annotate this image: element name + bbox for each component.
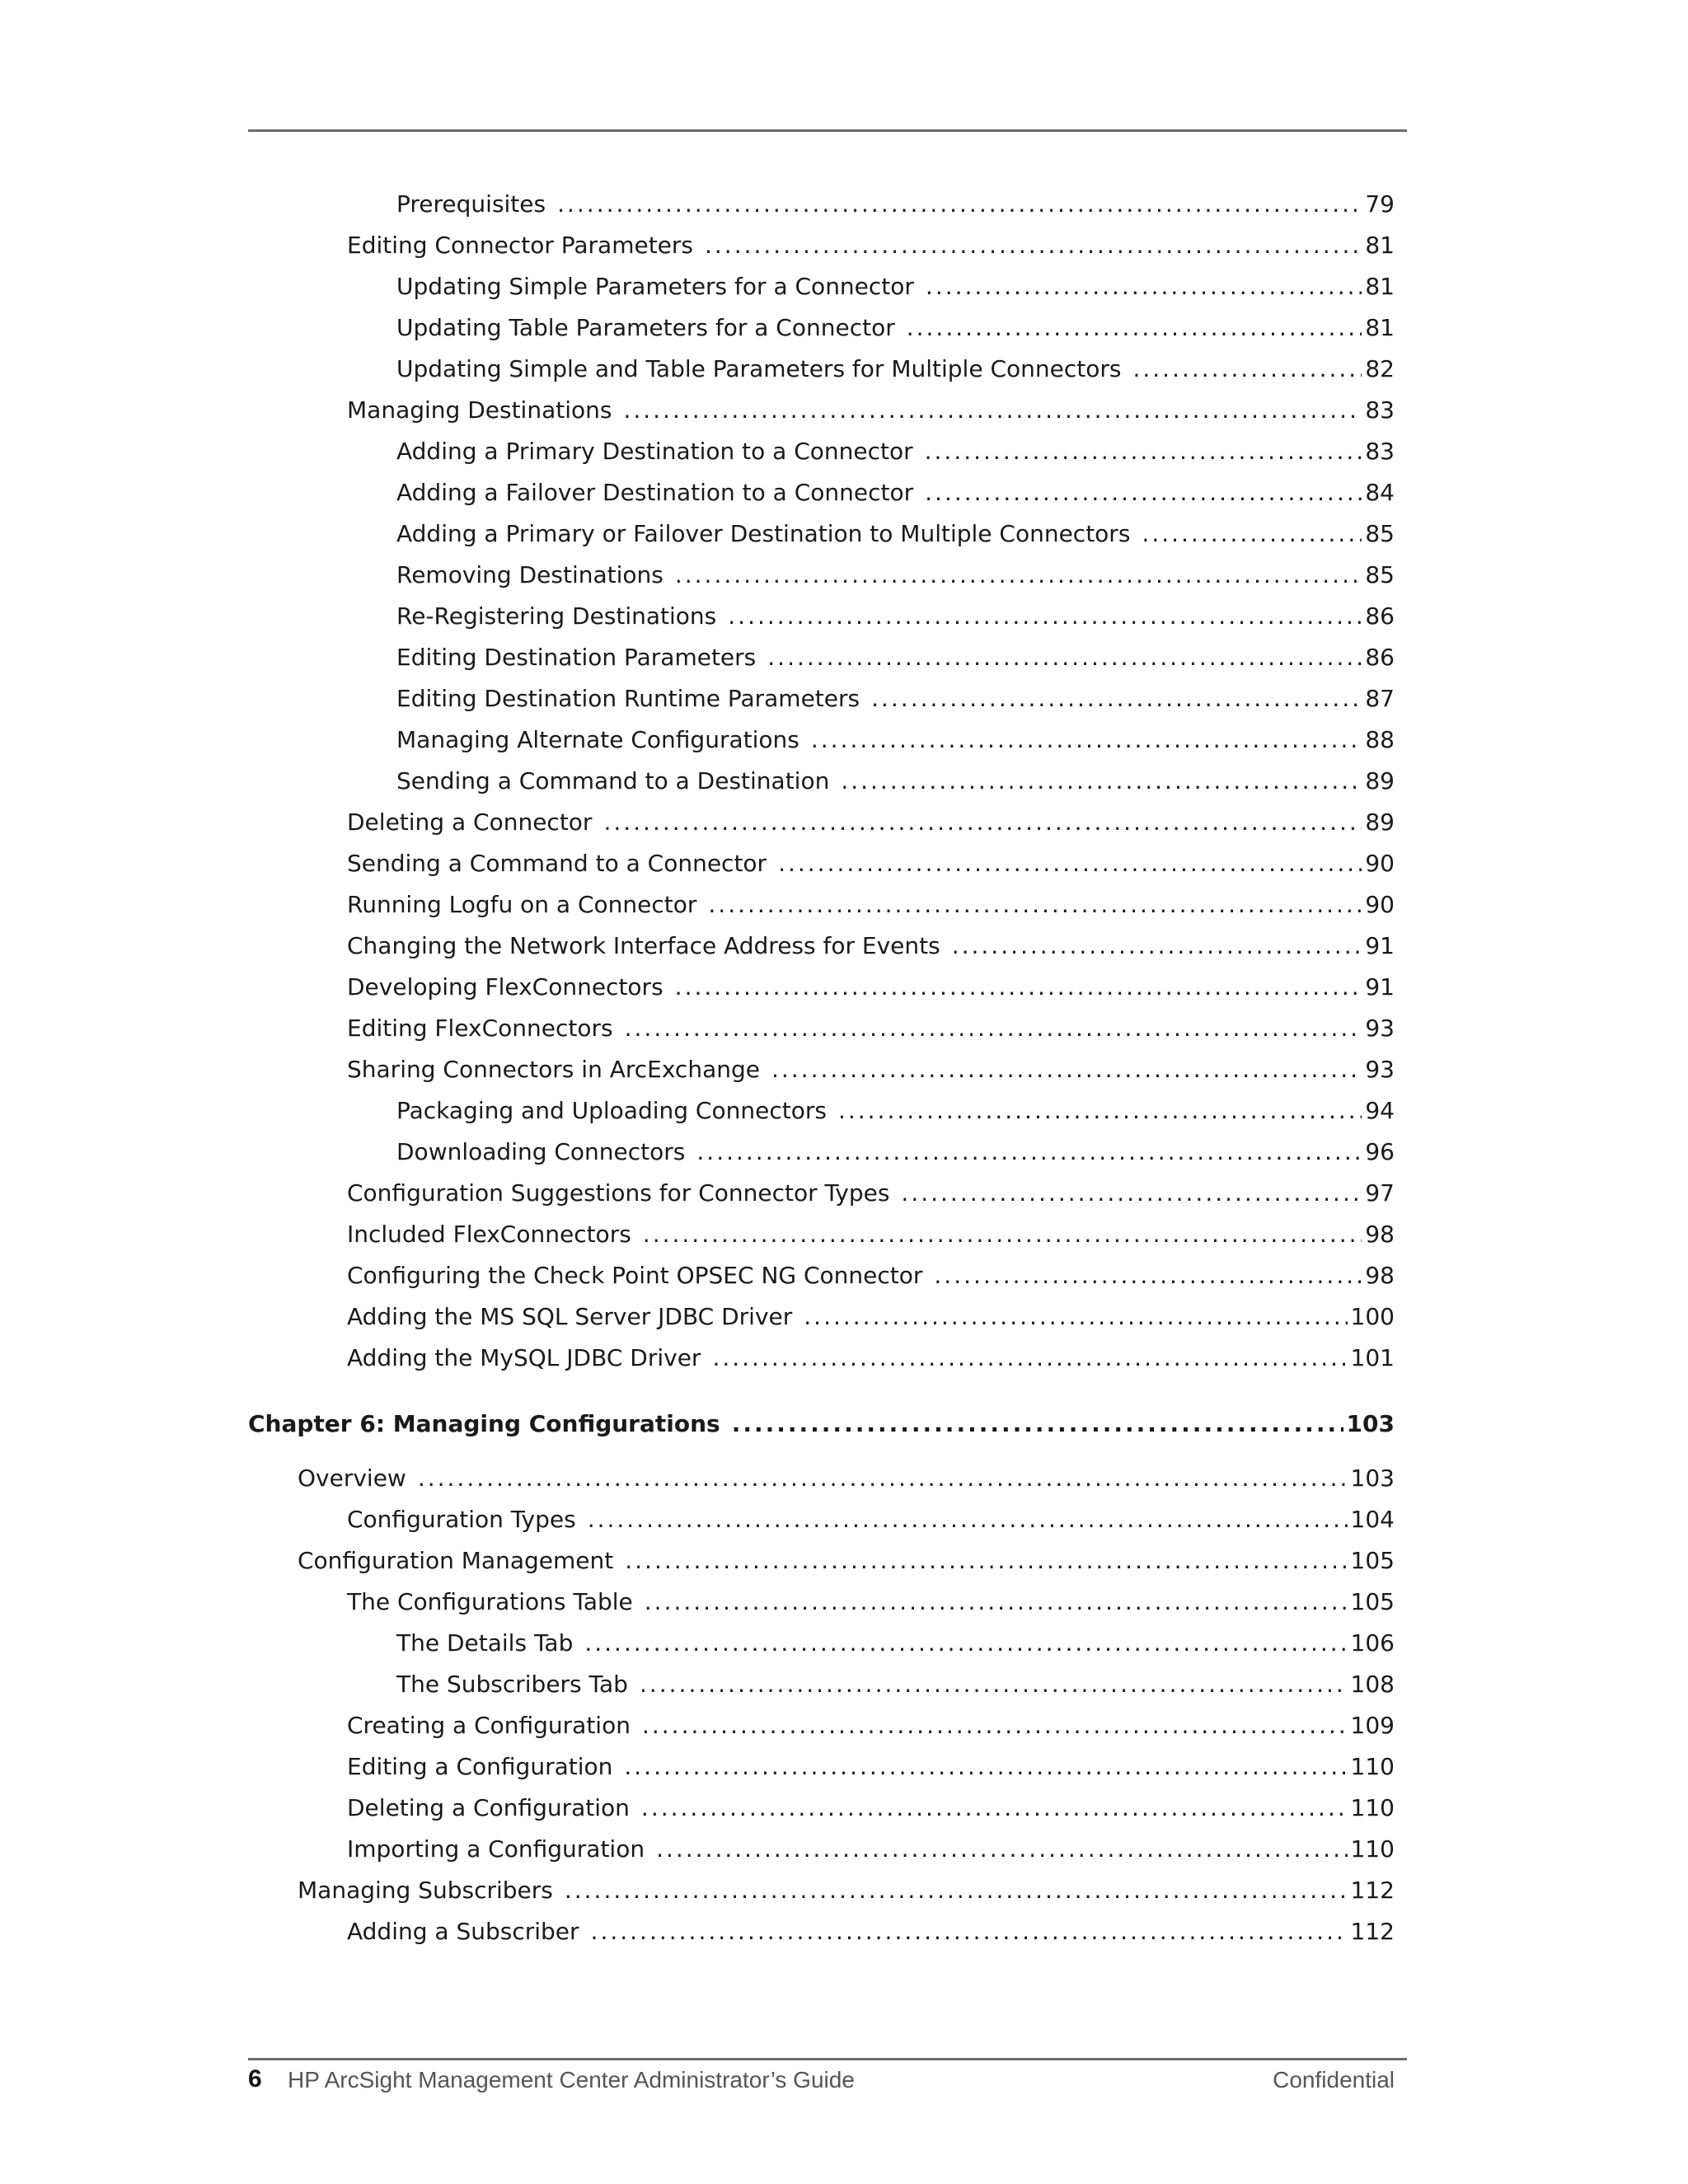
toc-dot-leader	[623, 396, 1362, 424]
toc-entry[interactable]	[396, 760, 1395, 801]
toc-dot-leader	[557, 190, 1362, 218]
toc-page-number: 87	[1365, 684, 1395, 712]
toc-entry-title: Removing Destinations	[396, 560, 663, 588]
toc-page-number: 93	[1365, 1055, 1395, 1083]
toc-page-number: 110	[1350, 1835, 1395, 1863]
toc-dot-leader	[907, 314, 1362, 341]
toc-page-number: 91	[1365, 972, 1395, 1001]
toc-entry-title: Adding a Primary or Failover Destination to Multiple Connectors	[396, 519, 1131, 547]
toc-entry[interactable]	[396, 430, 1395, 471]
toc-dot-leader	[811, 726, 1362, 753]
toc-entry-title: Included FlexConnectors	[347, 1220, 631, 1248]
toc-entry-title: Editing FlexConnectors	[347, 1014, 613, 1042]
footer-document-title: HP ArcSight Management Center Administrator’s Guide	[288, 2067, 855, 2093]
toc-entry-title: Sending a Command to a Destination	[396, 766, 830, 794]
toc-dot-leader	[925, 438, 1362, 465]
toc-entry-title: The Subscribers Tab	[396, 1670, 628, 1698]
toc-entry-title: The Configurations Table	[347, 1587, 633, 1615]
toc-page-number: 82	[1365, 354, 1395, 382]
toc-dot-leader	[1142, 520, 1362, 547]
toc-entry-title: Chapter 6: Managing Configurations	[248, 1409, 720, 1437]
toc-dot-leader	[565, 1877, 1348, 1904]
toc-entry-title: Creating a Configuration	[347, 1711, 631, 1739]
toc-entry-title: Adding the MS SQL Server JDBC Driver	[347, 1302, 793, 1330]
toc-entry-title: Deleting a Connector	[347, 808, 593, 836]
toc-page-number: 85	[1365, 519, 1395, 547]
toc-entry-title: Managing Subscribers	[298, 1876, 553, 1904]
toc-dot-leader	[584, 1629, 1347, 1657]
toc-entry[interactable]	[396, 1090, 1395, 1131]
toc-entry-title: Changing the Network Interface Address for Events	[347, 931, 940, 959]
toc-entry-title: Downloading Connectors	[396, 1137, 686, 1165]
toc-entry[interactable]	[396, 471, 1395, 513]
toc-dot-leader	[603, 808, 1362, 836]
toc-entry[interactable]	[347, 1213, 1395, 1254]
toc-dot-leader	[418, 1465, 1348, 1492]
toc-page-number: 109	[1350, 1711, 1395, 1739]
toc-entry[interactable]	[347, 1498, 1395, 1540]
toc-page-number: 89	[1365, 808, 1395, 836]
toc-entry[interactable]	[396, 348, 1395, 389]
footer-rule	[248, 2058, 1407, 2060]
toc-page-number: 81	[1365, 313, 1395, 341]
toc-dot-leader	[1132, 355, 1362, 382]
toc-dot-leader	[696, 1138, 1362, 1165]
toc-entry[interactable]	[347, 1296, 1395, 1337]
toc-entry[interactable]	[396, 677, 1395, 719]
toc-entry[interactable]	[347, 1746, 1395, 1787]
toc-dot-leader	[624, 1753, 1347, 1780]
toc-page-number: 105	[1350, 1587, 1395, 1615]
toc-entry-title: Updating Simple Parameters for a Connector	[396, 272, 914, 300]
toc-page-number: 88	[1365, 725, 1395, 753]
toc-entry[interactable]	[396, 1131, 1395, 1172]
toc-entry[interactable]	[347, 966, 1395, 1007]
toc-entry[interactable]	[347, 925, 1395, 966]
toc-entry[interactable]	[347, 1172, 1395, 1213]
toc-page-number: 79	[1365, 190, 1395, 218]
toc-entry-title: Editing Destination Parameters	[396, 643, 757, 671]
toc-dot-leader	[643, 1221, 1362, 1248]
toc-entry-title: Deleting a Configuration	[347, 1793, 630, 1821]
toc-entry[interactable]	[347, 224, 1395, 265]
toc-entry-title: Overview	[298, 1464, 406, 1492]
toc-entry-title: Sharing Connectors in ArcExchange	[347, 1055, 760, 1083]
toc-page-number: 81	[1365, 272, 1395, 300]
toc-dot-leader	[705, 232, 1362, 259]
toc-dot-leader	[642, 1712, 1348, 1739]
toc-entry[interactable]	[347, 389, 1395, 430]
toc-entry[interactable]	[347, 1828, 1395, 1869]
toc-dot-leader	[841, 767, 1362, 794]
toc-dot-leader	[901, 1179, 1362, 1207]
toc-dot-leader	[588, 1506, 1348, 1533]
toc-entry[interactable]	[396, 554, 1395, 595]
toc-dot-leader	[871, 685, 1362, 712]
toc-page-number: 98	[1365, 1220, 1395, 1248]
toc-page-number: 85	[1365, 560, 1395, 588]
toc-entry-title: Editing Connector Parameters	[347, 231, 693, 259]
toc-page-number: 108	[1350, 1670, 1395, 1698]
toc-entry-title: Sending a Command to a Connector	[347, 849, 767, 877]
toc-dot-leader	[645, 1588, 1348, 1615]
toc-page-number: 90	[1365, 890, 1395, 918]
toc-page-number: 97	[1365, 1179, 1395, 1207]
toc-entry[interactable]	[347, 842, 1395, 883]
toc-entry[interactable]	[396, 1663, 1395, 1704]
toc-page-number: 86	[1365, 643, 1395, 671]
toc-entry[interactable]	[396, 265, 1395, 307]
toc-dot-leader	[591, 1918, 1348, 1945]
toc-dot-leader	[675, 561, 1362, 588]
toc-dot-leader	[767, 644, 1362, 671]
toc-entry[interactable]	[396, 636, 1395, 677]
toc-page-number: 105	[1350, 1546, 1395, 1574]
toc-entry[interactable]	[347, 1581, 1395, 1622]
toc-page-number: 83	[1365, 437, 1395, 465]
toc-entry[interactable]	[347, 1254, 1395, 1296]
toc-page-number: 101	[1350, 1343, 1395, 1371]
toc-dot-leader	[952, 932, 1362, 959]
toc-entry[interactable]	[396, 1622, 1395, 1663]
toc-entry-title: Developing FlexConnectors	[347, 972, 663, 1001]
toc-entry-title: Adding a Failover Destination to a Connector	[396, 478, 914, 506]
toc-page-number: 96	[1365, 1137, 1395, 1165]
toc-page-number: 98	[1365, 1261, 1395, 1289]
toc-page-number: 91	[1365, 931, 1395, 959]
toc-dot-leader	[926, 273, 1362, 300]
toc-entry[interactable]	[298, 1457, 1395, 1498]
toc-entry[interactable]	[396, 513, 1395, 554]
toc-page-number: 103	[1346, 1409, 1395, 1437]
toc-entry[interactable]	[347, 1704, 1395, 1746]
page-footer	[248, 2062, 1395, 2100]
toc-entry-title: The Details Tab	[396, 1629, 574, 1657]
toc-entry[interactable]	[347, 1337, 1395, 1378]
toc-entry-title: Adding a Subscriber	[347, 1917, 579, 1945]
toc-dot-leader	[708, 891, 1362, 918]
toc-page-number: 103	[1350, 1464, 1395, 1492]
footer-classification: Confidential	[1273, 2067, 1395, 2093]
toc-entry[interactable]	[298, 1540, 1395, 1581]
toc-entry-title: Configuration Management	[298, 1546, 614, 1574]
toc-entry-title: Prerequisites	[396, 190, 546, 218]
toc-page-number: 93	[1365, 1014, 1395, 1042]
toc-dot-leader	[656, 1835, 1347, 1863]
toc-entry-title: Configuring the Check Point OPSEC NG Connector	[347, 1261, 923, 1289]
toc-page-number: 112	[1350, 1876, 1395, 1904]
toc-entry-title: Packaging and Uploading Connectors	[396, 1096, 827, 1124]
toc-dot-leader	[732, 1410, 1343, 1437]
toc-entry-title: Adding the MySQL JDBC Driver	[347, 1343, 701, 1371]
toc-entry[interactable]	[347, 883, 1395, 925]
footer-page-number: 6	[248, 2065, 262, 2093]
toc-dot-leader	[640, 1671, 1348, 1698]
toc-entry-title: Editing Destination Runtime Parameters	[396, 684, 860, 712]
toc-dot-leader	[771, 1056, 1362, 1083]
toc-entry[interactable]	[298, 1869, 1395, 1910]
toc-entry[interactable]	[396, 719, 1395, 760]
toc-dot-leader	[728, 602, 1362, 630]
toc-dot-leader	[925, 479, 1362, 506]
toc-entry-title: Configuration Types	[347, 1505, 576, 1533]
toc-page-number: 86	[1365, 602, 1395, 630]
toc-entry-title: Updating Simple and Table Parameters for Multiple Connectors	[396, 354, 1122, 382]
toc-chapter-heading[interactable]	[248, 1403, 1395, 1444]
toc-dot-leader	[778, 850, 1362, 877]
toc-entry[interactable]	[396, 307, 1395, 348]
toc-page-number: 83	[1365, 396, 1395, 424]
toc-entry-title: Managing Destinations	[347, 396, 612, 424]
toc-dot-leader	[625, 1015, 1362, 1042]
toc-entry-title: Managing Alternate Configurations	[396, 725, 799, 753]
toc-entry[interactable]	[396, 183, 1395, 224]
toc-entry-title: Importing a Configuration	[347, 1835, 645, 1863]
toc-page-number: 100	[1350, 1302, 1395, 1330]
toc-page-number: 81	[1365, 231, 1395, 259]
toc-dot-leader	[641, 1794, 1348, 1821]
toc-dot-leader	[838, 1097, 1362, 1124]
toc-dot-leader	[934, 1262, 1362, 1289]
toc-entry[interactable]	[347, 801, 1395, 842]
header-rule	[248, 129, 1407, 132]
toc-entry-title: Editing a Configuration	[347, 1752, 613, 1780]
toc-page-number: 112	[1350, 1917, 1395, 1945]
toc-entry[interactable]	[347, 1007, 1395, 1048]
toc-dot-leader	[712, 1344, 1347, 1371]
toc-entry[interactable]	[347, 1910, 1395, 1952]
toc-entry-title: Configuration Suggestions for Connector Types	[347, 1179, 890, 1207]
toc-page-number: 89	[1365, 766, 1395, 794]
toc-entry[interactable]	[347, 1048, 1395, 1090]
toc-page-number: 84	[1365, 478, 1395, 506]
toc-entry-title: Running Logfu on a Connector	[347, 890, 697, 918]
toc-entry[interactable]	[396, 595, 1395, 636]
toc-entry-title: Updating Table Parameters for a Connector	[396, 313, 895, 341]
toc-dot-leader	[804, 1303, 1347, 1330]
toc-dot-leader	[625, 1547, 1347, 1574]
toc-page-number: 106	[1350, 1629, 1395, 1657]
toc-page-number: 104	[1350, 1505, 1395, 1533]
toc-page-number: 110	[1350, 1752, 1395, 1780]
toc-dot-leader	[675, 973, 1362, 1001]
toc-page-number: 110	[1350, 1793, 1395, 1821]
toc-entry-title: Re-Registering Destinations	[396, 602, 717, 630]
toc-page-number: 94	[1365, 1096, 1395, 1124]
toc-entry-title: Adding a Primary Destination to a Connector	[396, 437, 913, 465]
toc-entry[interactable]	[347, 1787, 1395, 1828]
toc-page-number: 90	[1365, 849, 1395, 877]
